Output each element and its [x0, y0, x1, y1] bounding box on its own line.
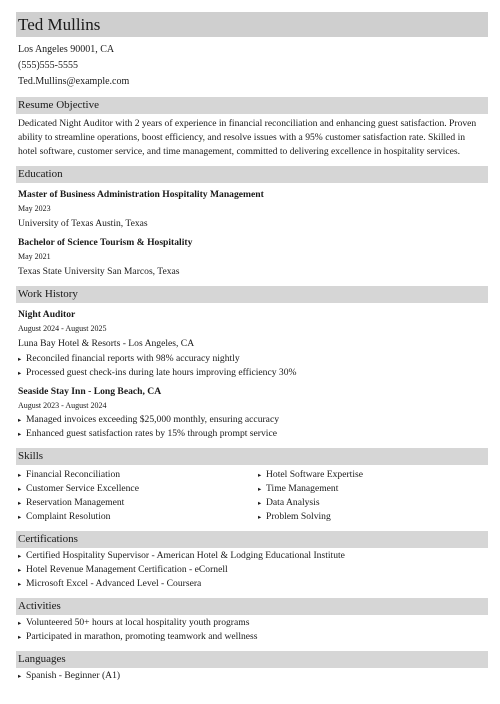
section-heading-languages: Languages	[16, 651, 488, 668]
list-item: ▸ Reconciled financial reports with 98% accuracy nightly	[18, 352, 488, 366]
education-date: May 2023	[18, 204, 51, 213]
section-heading-activities: Activities	[16, 598, 488, 615]
education-degree: Bachelor of Science Tourism & Hospitality	[18, 237, 193, 248]
education-school: University of Texas Austin, Texas	[18, 218, 148, 229]
list-item: ▸ Processed guest check-ins during late hours improving efficiency 30%	[18, 366, 488, 380]
objective-text: Dedicated Night Auditor with 2 years of experience in financial reconciliation and enhancing guest satisfaction. Proven ability to streamline operations, boost efficiency, and resolve issues with a 95% customer satisfaction rate. Skilled in hotel software, customer service, and time management, committed to delivering excellence in hospitality services.	[18, 118, 477, 157]
skills-column-left	[18, 468, 258, 524]
section-heading-objective: Resume Objective	[16, 97, 488, 114]
work-entry	[18, 308, 488, 380]
education-degree: Master of Business Administration Hospitality Management	[18, 189, 264, 200]
activities-list	[18, 616, 488, 644]
list-item: ▸ Hotel Revenue Management Certification - eCornell	[18, 563, 488, 577]
list-item: ▸ Reservation Management	[18, 496, 258, 510]
contact-location: Los Angeles 90001, CA	[18, 44, 115, 55]
list-item: ▸ Data Analysis	[258, 496, 498, 510]
contact-block	[18, 42, 488, 90]
job-employer: Luna Bay Hotel & Resorts - Los Angeles, CA	[18, 338, 195, 349]
candidate-name: Ted Mullins	[16, 12, 488, 37]
job-dates: August 2023 - August 2024	[18, 401, 107, 410]
job-title: Seaside Stay Inn - Long Beach, CA	[18, 386, 162, 397]
list-item: ▸ Time Management	[258, 482, 498, 496]
section-heading-education: Education	[16, 166, 488, 183]
job-dates: August 2024 - August 2025	[18, 324, 107, 333]
work-entry	[18, 385, 488, 441]
job-bullets	[18, 413, 488, 441]
job-title: Night Auditor	[18, 309, 76, 320]
list-item: ▸ Spanish - Beginner (A1)	[18, 669, 488, 683]
section-heading-certifications: Certifications	[16, 531, 488, 548]
list-item: ▸ Volunteered 50+ hours at local hospitality youth programs	[18, 616, 488, 630]
list-item: ▸ Hotel Software Expertise	[258, 468, 498, 482]
certifications-list	[18, 549, 488, 591]
skills-column-right	[258, 468, 498, 524]
skills-grid	[18, 468, 488, 524]
section-heading-work: Work History	[16, 286, 488, 303]
education-date: May 2021	[18, 252, 51, 261]
education-entry	[18, 236, 488, 279]
education-school: Texas State University San Marcos, Texas	[18, 266, 180, 277]
contact-email: Ted.Mullins@example.com	[18, 76, 130, 87]
contact-phone: (555)555-5555	[18, 60, 78, 71]
list-item: ▸ Financial Reconciliation	[18, 468, 258, 482]
section-heading-skills: Skills	[16, 448, 488, 465]
list-item: ▸ Participated in marathon, promoting teamwork and wellness	[18, 630, 488, 644]
job-bullets	[18, 352, 488, 380]
list-item: ▸ Microsoft Excel - Advanced Level - Coursera	[18, 577, 488, 591]
list-item: ▸ Customer Service Excellence	[18, 482, 258, 496]
list-item: ▸ Managed invoices exceeding $25,000 monthly, ensuring accuracy	[18, 413, 488, 427]
list-item: ▸ Certified Hospitality Supervisor - American Hotel & Lodging Educational Institute	[18, 549, 488, 563]
list-item: ▸ Complaint Resolution	[18, 510, 258, 524]
list-item: ▸ Problem Solving	[258, 510, 498, 524]
languages-list	[18, 669, 488, 683]
education-entry	[18, 188, 488, 231]
list-item: ▸ Enhanced guest satisfaction rates by 15% through prompt service	[18, 427, 488, 441]
